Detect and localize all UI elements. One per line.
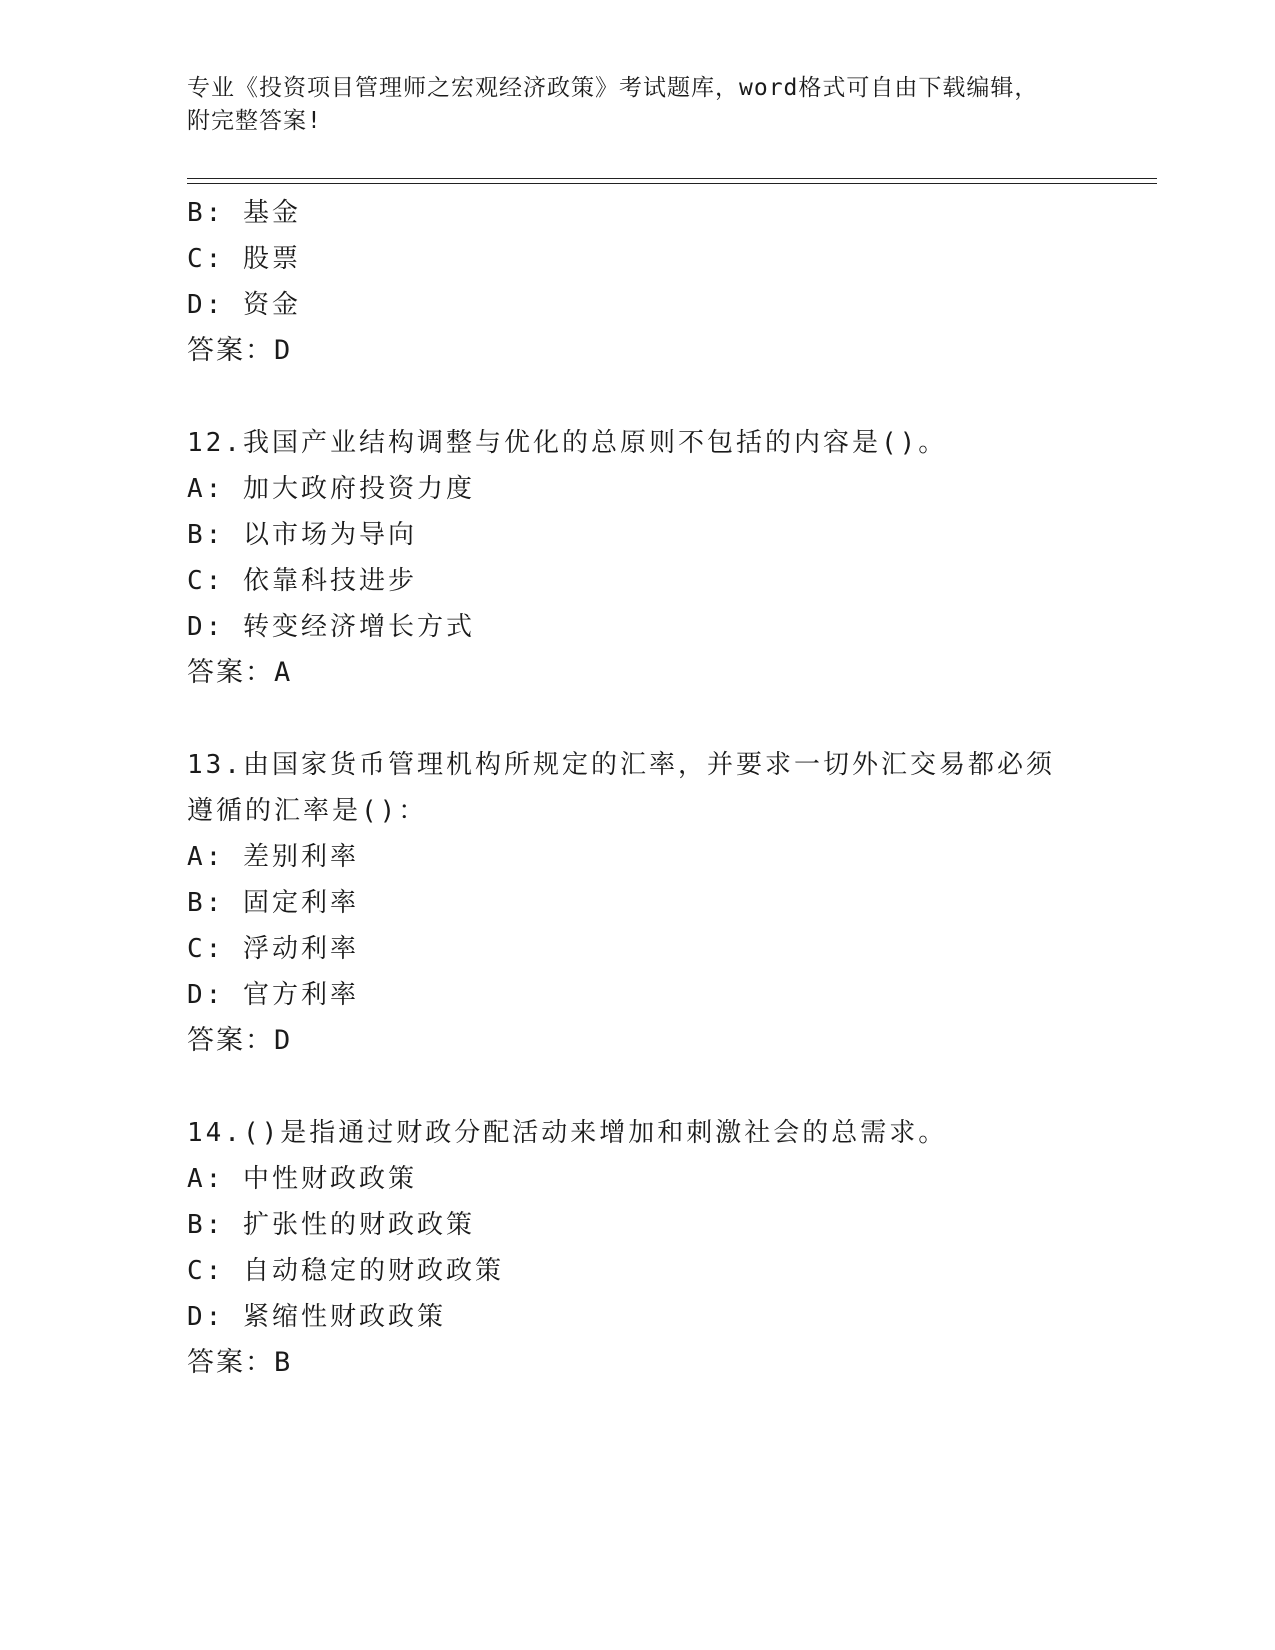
header-divider <box>187 178 1157 184</box>
question-13 <box>187 742 1087 1064</box>
question-11-continued <box>187 190 1087 374</box>
answer: 答案：B <box>187 1347 293 1378</box>
question-12 <box>187 420 1087 696</box>
question-14 <box>187 1110 1087 1386</box>
question-stem: 12.我国产业结构调整与优化的总原则不包括的内容是()。 <box>187 428 948 458</box>
question-stem: 13.由国家货币管理机构所规定的汇率，并要求一切外汇交易都必须遵循的汇率是()： <box>187 750 1055 826</box>
answer: 答案：D <box>187 335 293 366</box>
question-stem: 14.()是指通过财政分配活动来增加和刺激社会的总需求。 <box>187 1118 948 1148</box>
document-page <box>187 0 1157 1650</box>
header-line-2: 附完整答案! <box>187 108 322 134</box>
option-c: C: 依靠科技进步 <box>187 566 417 596</box>
option-a: A: 中性财政政策 <box>187 1164 417 1194</box>
option-c: C: 股票 <box>187 244 301 274</box>
option-c: C: 浮动利率 <box>187 934 359 964</box>
header-line-1: 专业《投资项目管理师之宏观经济政策》考试题库，word格式可自由下载编辑， <box>187 75 1039 101</box>
option-d: D: 资金 <box>187 290 301 320</box>
option-b: B: 扩张性的财政政策 <box>187 1210 475 1240</box>
option-d: D: 官方利率 <box>187 980 359 1010</box>
option-a: A: 加大政府投资力度 <box>187 474 475 504</box>
document-header <box>187 72 1087 138</box>
option-b: B: 基金 <box>187 198 301 228</box>
answer: 答案：D <box>187 1025 293 1056</box>
option-c: C: 自动稳定的财政政策 <box>187 1256 504 1286</box>
question-list <box>187 190 1087 1432</box>
option-d: D: 紧缩性财政政策 <box>187 1302 446 1332</box>
answer: 答案：A <box>187 657 293 688</box>
option-a: A: 差别利率 <box>187 842 359 872</box>
option-b: B: 固定利率 <box>187 888 359 918</box>
option-d: D: 转变经济增长方式 <box>187 612 475 642</box>
option-b: B: 以市场为导向 <box>187 520 417 550</box>
